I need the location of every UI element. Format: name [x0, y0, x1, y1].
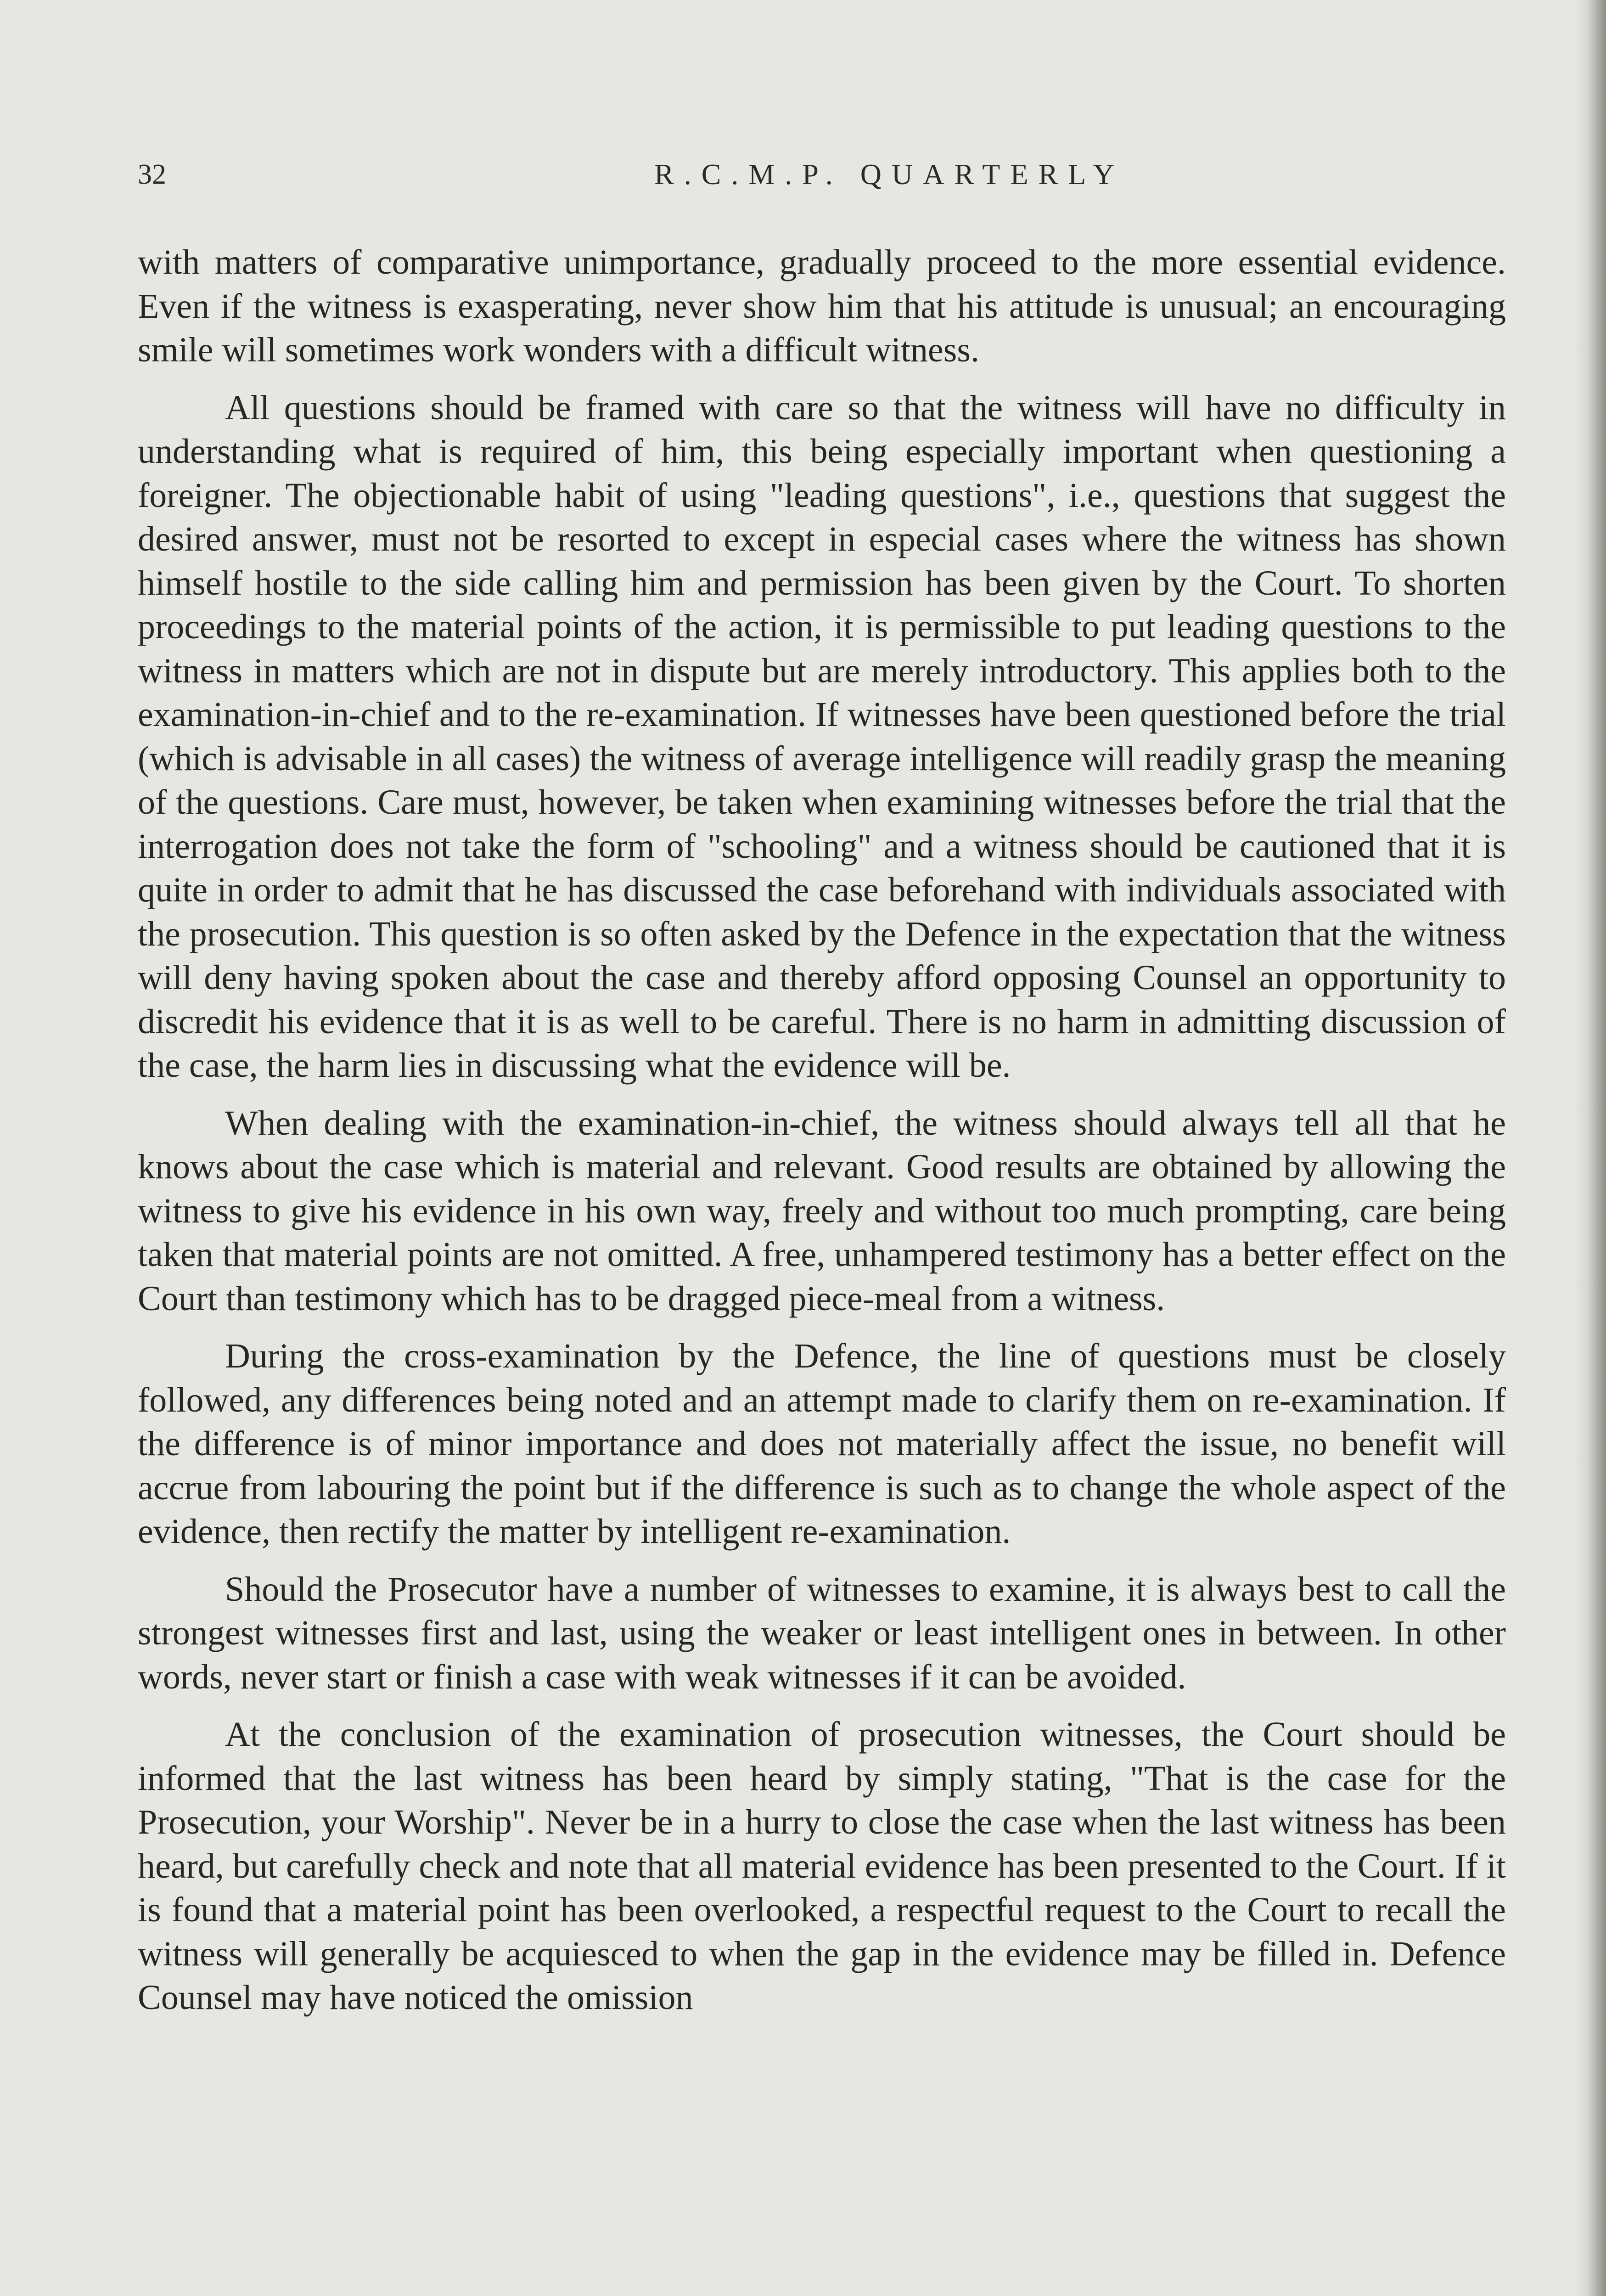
- paragraph-6: At the conclusion of the examination of prosecution witnesses, the Court should be informed that the last witness has been heard by simply stating, "That is the case for the Prosecution, your Worship". Never be in a hurry to close the case when the last witness has been heard, but carefully check and note that all material evidence has been presented to the Court. If it is found that a material point has been overlooked, a respectful request to the Court to recall the witness will generally be acquiesced to when the gap in the evidence may be filled in. Defence Counsel may have noticed the omission: [138, 1715, 1506, 2017]
- running-head: R.C.M.P. QUARTERLY: [654, 158, 1125, 191]
- paragraph-3: When dealing with the examination-in-chief, the witness should always tell all that he knows about the case which is material and relevant. Good results are obtained by allowing the witness to give his evidence in his own way, freely and without too much prompting, care being taken that material points are not omitted. A free, unhampered testimony has a better effect on the Court than testimony which has to be dragged piece-meal from a witness.: [138, 1103, 1506, 1318]
- paragraph-5: Should the Prosecutor have a number of witnesses to examine, it is always best to call the strongest witnesses first and last, using the weaker or least intelligent ones in between. In other words, never start or finish a case with weak witnesses if it can be avoided.: [138, 1570, 1506, 1696]
- paragraph-1: with matters of comparative unimportance, gradually proceed to the more essential evidence. Even if the witness is exasperating, never show him that his attitude is unusual; an encouraging smile will sometimes work wonders with a difficult witness.: [138, 243, 1506, 369]
- page-number: 32: [138, 159, 166, 190]
- page-edge-shadow: [1574, 0, 1606, 2296]
- paragraph-2: All questions should be framed with care so that the witness will have no difficulty in understanding what is required of him, this being especially important when questioning a foreigner. The objectionable habit of using "leading questions", i.e., questions that suggest the desired answer, must not be resorted to except in especial cases where the witness has shown himself hostile to the side calling him and permission has been given by the Court. To shorten proceedings to the material points of the action, it is permissible to put leading questions to the witness in matters which are not in dispute but are merely introductory. This applies both to the examination-in-chief and to the re-examination. If witnesses have been questioned before the trial (which is advisable in all cases) the witness of average intelligence will readily grasp the meaning of the questions. Care must, however, be taken when examining witnesses before the trial that the interrogation does not take the form of "schooling" and a witness should be cautioned that it is quite in order to admit that he has discussed the case beforehand with individuals associated with the prosecution. This question is so often asked by the Defence in the expectation that the witness will deny having spoken about the case and thereby afford opposing Counsel an opportunity to discredit his evidence that it is as well to be careful. There is no harm in admitting discussion of the case, the harm lies in discussing what the evidence will be.: [138, 388, 1506, 1085]
- paragraph-4: During the cross-examination by the Defence, the line of questions must be closely followed, any differences being noted and an attempt made to clarify them on re-examination. If the difference is of minor importance and does not materially affect the issue, no benefit will accrue from labouring the point but if the difference is such as to change the whole aspect of the evidence, then rectify the matter by intelligent re-examination.: [138, 1337, 1506, 1551]
- page-header: [138, 152, 1506, 197]
- article-body: [138, 241, 1506, 2034]
